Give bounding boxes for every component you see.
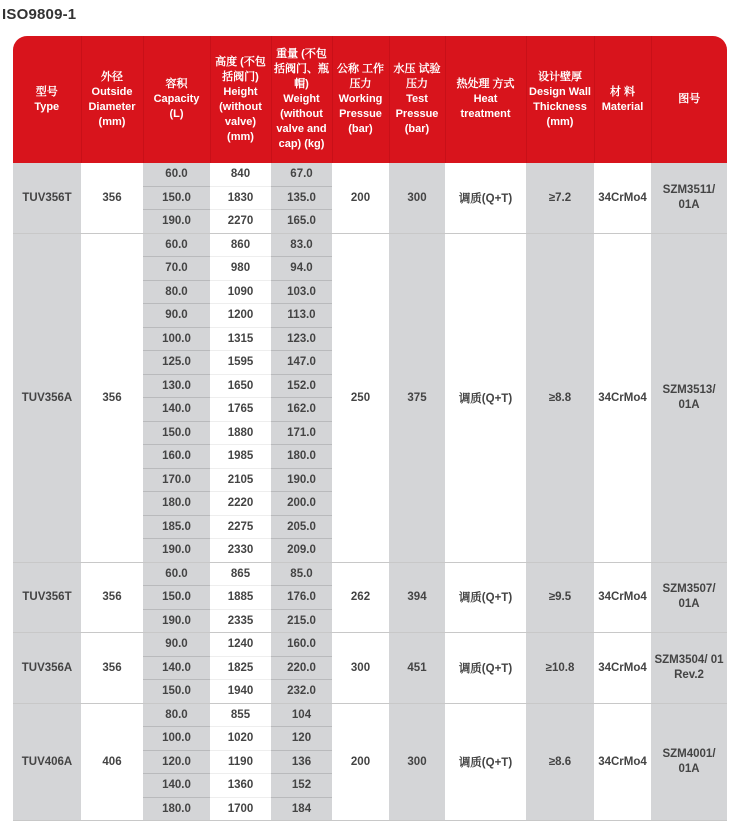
header-wall-thickness	[526, 36, 594, 163]
height-cell: 1090	[210, 280, 271, 304]
table-row	[13, 163, 727, 186]
header-height	[210, 36, 271, 163]
wall-thickness-cell: ≥8.6	[526, 703, 594, 821]
weight-cell: 85.0	[271, 562, 332, 586]
header-drawing-number	[651, 36, 727, 163]
height-cell: 1650	[210, 374, 271, 398]
capacity-cell: 100.0	[143, 727, 210, 751]
header-label-zh: 公称 工作压力	[336, 63, 385, 90]
height-cell: 1595	[210, 351, 271, 375]
table-body	[13, 163, 727, 821]
header-label-en: Type	[34, 100, 60, 113]
capacity-cell: 185.0	[143, 515, 210, 539]
weight-cell: 135.0	[271, 186, 332, 210]
header-label-en: Capacity (L)	[153, 93, 200, 120]
test-pressure-cell: 394	[389, 562, 445, 633]
drawing-number-cell: SZM4001/ 01A	[651, 703, 727, 821]
weight-cell: 171.0	[271, 421, 332, 445]
capacity-cell: 90.0	[143, 633, 210, 657]
weight-cell: 176.0	[271, 586, 332, 610]
diameter-cell: 356	[81, 233, 143, 562]
height-cell: 1985	[210, 445, 271, 469]
capacity-cell: 140.0	[143, 774, 210, 798]
header-label-zh: 容积	[165, 78, 188, 90]
weight-cell: 232.0	[271, 680, 332, 704]
test-pressure-cell: 300	[389, 703, 445, 821]
heat-treatment-cell: 调质(Q+T)	[445, 703, 526, 821]
weight-cell: 180.0	[271, 445, 332, 469]
capacity-cell: 60.0	[143, 233, 210, 257]
height-cell: 2335	[210, 609, 271, 633]
drawing-number-cell: SZM3511/ 01A	[651, 163, 727, 233]
header-label-en: Design Wall Thickness (mm)	[529, 85, 591, 128]
material-cell: 34CrMo4	[594, 562, 651, 633]
capacity-cell: 125.0	[143, 351, 210, 375]
diameter-cell: 356	[81, 633, 143, 704]
height-cell: 1240	[210, 633, 271, 657]
diameter-cell: 356	[81, 562, 143, 633]
header-label-zh: 高度 (不包括阀门)	[215, 55, 266, 83]
type-cell: TUV356A	[13, 233, 81, 562]
height-cell: 1700	[210, 797, 271, 821]
height-cell: 2105	[210, 468, 271, 492]
table-row	[13, 562, 727, 586]
table-header-row	[13, 36, 727, 163]
weight-cell: 209.0	[271, 539, 332, 563]
capacity-cell: 150.0	[143, 186, 210, 210]
weight-cell: 147.0	[271, 351, 332, 375]
capacity-cell: 150.0	[143, 586, 210, 610]
drawing-number-cell: SZM3507/ 01A	[651, 562, 727, 633]
weight-cell: 67.0	[271, 163, 332, 186]
wall-thickness-cell: ≥8.8	[526, 233, 594, 562]
height-cell: 2275	[210, 515, 271, 539]
wall-thickness-cell: ≥7.2	[526, 163, 594, 233]
header-label-zh: 热处理 方式	[456, 78, 515, 90]
capacity-cell: 90.0	[143, 304, 210, 328]
height-cell: 1825	[210, 656, 271, 680]
capacity-cell: 150.0	[143, 421, 210, 445]
header-label-en: Height (without valve) (mm)	[219, 85, 262, 143]
document-title: ISO9809-1	[2, 6, 77, 23]
header-label-zh: 水压 试验压力	[393, 63, 441, 90]
diameter-cell: 406	[81, 703, 143, 821]
header-working-pressure	[332, 36, 389, 163]
capacity-cell: 170.0	[143, 468, 210, 492]
table-row	[13, 703, 727, 727]
header-outside-diameter	[81, 36, 143, 163]
header-label-zh: 外径	[101, 70, 123, 83]
height-cell: 1200	[210, 304, 271, 328]
type-cell: TUV356T	[13, 562, 81, 633]
capacity-cell: 80.0	[143, 703, 210, 727]
diameter-cell: 356	[81, 163, 143, 233]
type-cell: TUV356T	[13, 163, 81, 233]
header-label-zh: 图号	[678, 93, 701, 105]
capacity-cell: 150.0	[143, 680, 210, 704]
material-cell: 34CrMo4	[594, 163, 651, 233]
header-capacity	[143, 36, 210, 163]
heat-treatment-cell: 调质(Q+T)	[445, 163, 526, 233]
header-type	[13, 36, 81, 163]
capacity-cell: 60.0	[143, 163, 210, 186]
height-cell: 865	[210, 562, 271, 586]
weight-cell: 152.0	[271, 374, 332, 398]
working-pressure-cell: 200	[332, 163, 389, 233]
material-cell: 34CrMo4	[594, 633, 651, 704]
header-weight	[271, 36, 332, 163]
table-row	[13, 233, 727, 257]
capacity-cell: 120.0	[143, 750, 210, 774]
material-cell: 34CrMo4	[594, 233, 651, 562]
heat-treatment-cell: 调质(Q+T)	[445, 233, 526, 562]
height-cell: 1315	[210, 327, 271, 351]
weight-cell: 220.0	[271, 656, 332, 680]
weight-cell: 160.0	[271, 633, 332, 657]
capacity-cell: 180.0	[143, 797, 210, 821]
material-cell: 34CrMo4	[594, 703, 651, 821]
type-cell: TUV356A	[13, 633, 81, 704]
height-cell: 2270	[210, 210, 271, 234]
header-label-en: Test Pressue (bar)	[395, 93, 439, 135]
height-cell: 1765	[210, 398, 271, 422]
header-label-en: Working Pressue (bar)	[338, 93, 383, 135]
table-row	[13, 633, 727, 657]
height-cell: 855	[210, 703, 271, 727]
capacity-cell: 190.0	[143, 210, 210, 234]
height-cell: 2220	[210, 492, 271, 516]
capacity-cell: 130.0	[143, 374, 210, 398]
working-pressure-cell: 262	[332, 562, 389, 633]
capacity-cell: 70.0	[143, 257, 210, 281]
header-heat-treatment	[445, 36, 526, 163]
capacity-cell: 180.0	[143, 492, 210, 516]
weight-cell: 152	[271, 774, 332, 798]
weight-cell: 184	[271, 797, 332, 821]
type-cell: TUV406A	[13, 703, 81, 821]
header-test-pressure	[389, 36, 445, 163]
weight-cell: 162.0	[271, 398, 332, 422]
working-pressure-cell: 250	[332, 233, 389, 562]
weight-cell: 123.0	[271, 327, 332, 351]
height-cell: 1360	[210, 774, 271, 798]
weight-cell: 200.0	[271, 492, 332, 516]
test-pressure-cell: 375	[389, 233, 445, 562]
heat-treatment-cell: 调质(Q+T)	[445, 633, 526, 704]
header-label-zh: 材 料	[609, 85, 636, 98]
capacity-cell: 140.0	[143, 398, 210, 422]
weight-cell: 94.0	[271, 257, 332, 281]
capacity-cell: 60.0	[143, 562, 210, 586]
test-pressure-cell: 451	[389, 633, 445, 704]
weight-cell: 120	[271, 727, 332, 751]
weight-cell: 83.0	[271, 233, 332, 257]
wall-thickness-cell: ≥10.8	[526, 633, 594, 704]
weight-cell: 215.0	[271, 609, 332, 633]
capacity-cell: 160.0	[143, 445, 210, 469]
header-label-en: Outside Diameter (mm)	[88, 85, 136, 128]
capacity-cell: 100.0	[143, 327, 210, 351]
height-cell: 1940	[210, 680, 271, 704]
weight-cell: 136	[271, 750, 332, 774]
wall-thickness-cell: ≥9.5	[526, 562, 594, 633]
weight-cell: 205.0	[271, 515, 332, 539]
working-pressure-cell: 200	[332, 703, 389, 821]
capacity-cell: 140.0	[143, 656, 210, 680]
header-label-zh: 重量 (不包括阀门、瓶帽)	[274, 48, 329, 90]
capacity-cell: 190.0	[143, 609, 210, 633]
weight-cell: 165.0	[271, 210, 332, 234]
header-label-zh: 设计壁厚	[538, 70, 582, 83]
header-label-en: Heat treatment	[460, 93, 511, 120]
height-cell: 2330	[210, 539, 271, 563]
drawing-number-cell: SZM3513/ 01A	[651, 233, 727, 562]
height-cell: 1190	[210, 750, 271, 774]
cylinder-spec-table	[13, 36, 727, 821]
height-cell: 980	[210, 257, 271, 281]
height-cell: 860	[210, 233, 271, 257]
weight-cell: 113.0	[271, 304, 332, 328]
height-cell: 1830	[210, 186, 271, 210]
weight-cell: 190.0	[271, 468, 332, 492]
height-cell: 840	[210, 163, 271, 186]
header-label-zh: 型号	[35, 85, 58, 98]
test-pressure-cell: 300	[389, 163, 445, 233]
header-label-en: Material	[601, 100, 644, 113]
header-material	[594, 36, 651, 163]
heat-treatment-cell: 调质(Q+T)	[445, 562, 526, 633]
capacity-cell: 80.0	[143, 280, 210, 304]
capacity-cell: 190.0	[143, 539, 210, 563]
working-pressure-cell: 300	[332, 633, 389, 704]
weight-cell: 103.0	[271, 280, 332, 304]
header-label-en: Weight (without valve and cap) (kg)	[276, 93, 327, 150]
height-cell: 1885	[210, 586, 271, 610]
height-cell: 1880	[210, 421, 271, 445]
drawing-number-cell: SZM3504/ 01 Rev.2	[651, 633, 727, 704]
height-cell: 1020	[210, 727, 271, 751]
weight-cell: 104	[271, 703, 332, 727]
